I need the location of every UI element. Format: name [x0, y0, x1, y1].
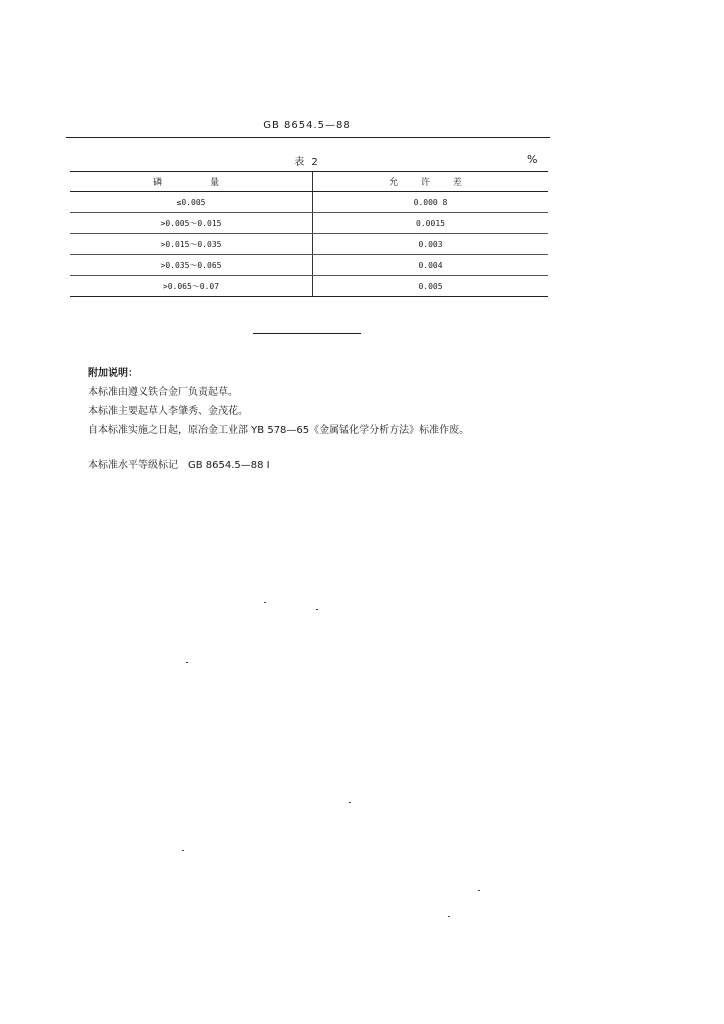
table-row: [70, 213, 548, 234]
tolerance-cell: 0.0015: [313, 213, 549, 234]
scan-speck: [448, 916, 450, 917]
scan-speck: [478, 890, 480, 891]
standard-code-header: GB 8654.5—88: [263, 120, 351, 131]
grade-mark: 本标准水平等级标记 GB 8654.5—88 I: [88, 460, 270, 471]
table-title: 表 2: [294, 157, 320, 168]
range-cell: >0.035～0.065: [70, 255, 313, 276]
note-line-drafting-unit: 本标准由遵义铁合金厂负责起草。: [88, 387, 238, 398]
note-line-supersedes: 自本标准实施之日起，原冶金工业部 YB 578—65《金属锰化学分析方法》标准作废。: [88, 425, 470, 436]
tolerance-cell: 0.000 8: [313, 192, 549, 213]
scan-speck: [349, 802, 351, 803]
range-cell: >0.005～0.015: [70, 213, 313, 234]
table-row: [70, 276, 548, 297]
range-cell: >0.015～0.035: [70, 234, 313, 255]
table-row: [70, 255, 548, 276]
notes-heading: 附加说明：: [88, 368, 138, 379]
column-header-phosphorus: 磷 量: [70, 172, 313, 192]
scan-speck: [264, 602, 266, 603]
tolerance-cell: 0.005: [313, 276, 549, 297]
note-line-drafters: 本标准主要起草人李肇秀、金茂花。: [88, 406, 248, 417]
tolerance-cell: 0.003: [313, 234, 549, 255]
scan-speck: [316, 609, 318, 610]
range-cell: ≤0.005: [70, 192, 313, 213]
table-row: [70, 192, 548, 213]
additional-notes: [88, 364, 469, 440]
tolerance-table: [70, 171, 548, 297]
header-rule: [66, 137, 550, 138]
table-unit: %: [527, 153, 538, 166]
tolerance-cell: 0.004: [313, 255, 549, 276]
range-cell: >0.065～0.07: [70, 276, 313, 297]
table-header-row: [70, 172, 548, 192]
scan-speck: [186, 662, 188, 663]
column-header-tolerance: 允 许 差: [313, 172, 549, 192]
scan-speck: [182, 850, 184, 851]
end-of-text-rule: [253, 333, 361, 334]
table-row: [70, 234, 548, 255]
